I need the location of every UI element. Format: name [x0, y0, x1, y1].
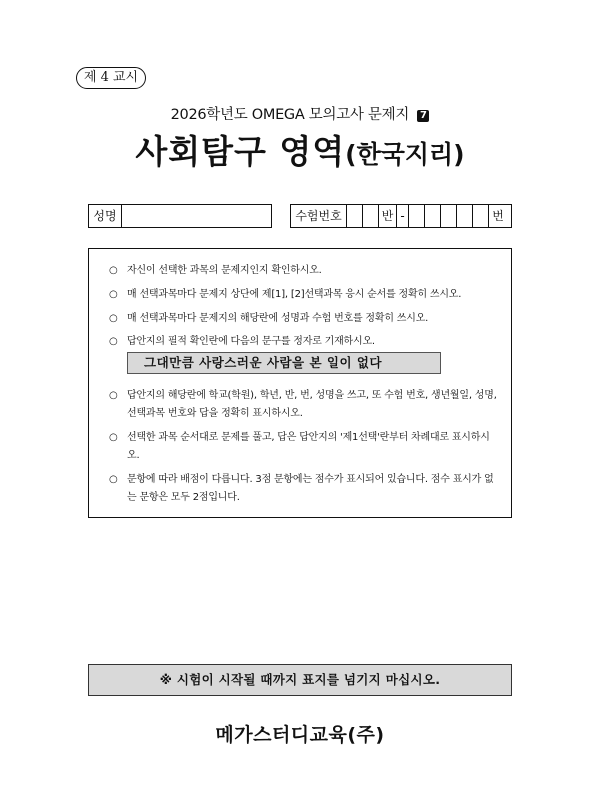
instruction-item: [109, 429, 501, 465]
instruction-text: 문항에 따라 배점이 다릅니다. 3점 문항에는 점수가 표시되어 있습니다. 점수 표시가 없는 문항은 모두 2점입니다.: [127, 474, 494, 503]
name-field: [88, 204, 272, 228]
publisher-name: 메가스터디교육(주): [215, 724, 385, 746]
instruction-item: [109, 310, 501, 328]
instructions-box: [88, 248, 512, 518]
bullet-icon: ○: [109, 265, 118, 276]
bullet-icon: ○: [109, 474, 118, 485]
dash-separator: -: [397, 205, 409, 227]
number-digit-4[interactable]: [457, 205, 473, 227]
instruction-item: [109, 262, 501, 280]
class-label: 반: [379, 205, 397, 227]
instruction-text: 매 선택과목마다 문제지의 해당란에 성명과 수험 번호를 정확히 쓰시오.: [127, 313, 429, 324]
class-digit-2[interactable]: [363, 205, 379, 227]
class-digit-1[interactable]: [347, 205, 363, 227]
instruction-text: 선택한 과목 순서대로 문제를 풀고, 답은 답안지의 '제1선택'란부터 차례대로 표시하시오.: [127, 432, 490, 461]
instruction-item: [109, 333, 501, 351]
bullet-icon: ○: [109, 289, 118, 300]
subject-main: 사회탐구 영역: [135, 132, 346, 171]
bullet-icon: ○: [109, 390, 118, 401]
bullet-icon: ○: [109, 432, 118, 443]
exam-title-text: 2026학년도 OMEGA 모의고사 문제지: [170, 107, 410, 123]
period-badge: 제 4 교시: [76, 67, 146, 89]
instruction-item: [109, 387, 501, 423]
exam-title: [0, 103, 600, 124]
exam-number-field: [290, 204, 512, 228]
bullet-icon: ○: [109, 336, 118, 347]
name-input-area[interactable]: [122, 205, 271, 227]
bullet-icon: ○: [109, 313, 118, 324]
number-digit-3[interactable]: [441, 205, 457, 227]
instruction-item: [109, 471, 501, 507]
instruction-text: 자신이 선택한 과목의 문제지인지 확인하시오.: [127, 265, 322, 276]
do-not-turn-warning: ※ 시험이 시작될 때까지 표지를 넘기지 마십시오.: [88, 664, 512, 696]
number-digit-5[interactable]: [473, 205, 489, 227]
subject-sub: (한국지리): [345, 140, 465, 169]
handwriting-phrase: 그대만큼 사랑스러운 사람을 본 일이 없다: [127, 352, 441, 374]
instruction-item: [109, 286, 501, 304]
name-label: 성명: [89, 205, 122, 227]
number-digit-1[interactable]: [409, 205, 425, 227]
sheet-type-badge: 7: [417, 110, 429, 122]
subject-title: [0, 126, 600, 173]
instruction-text: 답안지의 필적 확인란에 다음의 문구를 정자로 기재하시오.: [127, 336, 375, 347]
number-digit-2[interactable]: [425, 205, 441, 227]
number-label: 번: [492, 209, 504, 223]
instruction-text: 답안지의 해당란에 학교(학원), 학년, 반, 번, 성명을 쓰고, 또 수험 번호, 생년월일, 성명, 선택과목 번호와 답을 정확히 표시하시오.: [127, 390, 497, 419]
exam-number-label: 수험번호: [291, 205, 347, 227]
instruction-text: 매 선택과목마다 문제지 상단에 제[1], [2]선택과목 응시 순서를 정확히 쓰시오.: [127, 289, 462, 300]
